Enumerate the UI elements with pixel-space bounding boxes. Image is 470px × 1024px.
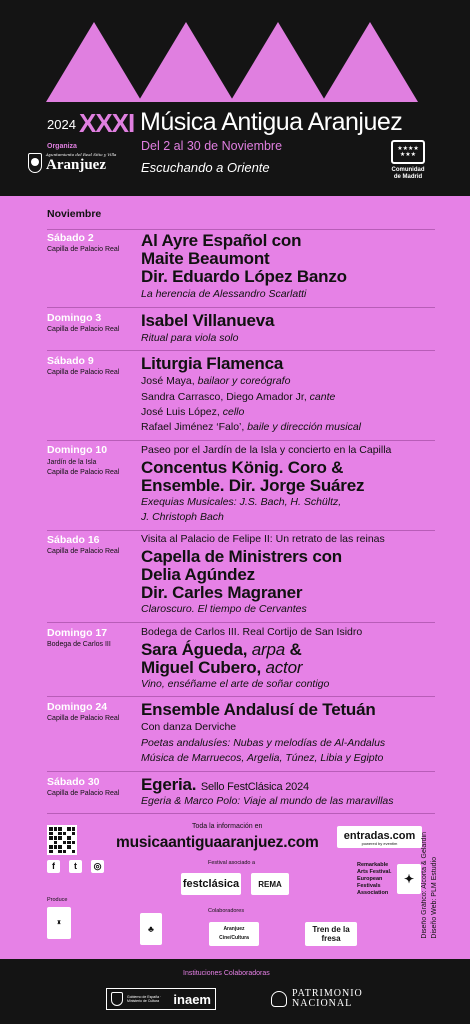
event-title: Dir. Carles Magraner xyxy=(141,583,303,602)
comunidad-madrid-text: Comunidad de Madrid xyxy=(391,167,425,180)
triangle-decoration xyxy=(322,22,418,102)
triangle-decoration xyxy=(46,22,142,102)
separator xyxy=(47,530,435,531)
festclasica-logo: festclásica xyxy=(181,873,241,895)
ayuntamiento-text: Ayuntamiento del Real Sitio y Villa xyxy=(46,152,117,157)
event-venue: Bodega de Carlos III xyxy=(47,641,111,648)
event-title: Dir. Eduardo López Banzo xyxy=(141,267,347,286)
remarkable-festival-text: Remarkable Arts Festival. European Festivals Association xyxy=(357,862,392,896)
event-performer: Sandra Carrasco, Diego Amador Jr, cante xyxy=(141,391,336,403)
event-venue: Jardín de la Isla xyxy=(47,459,97,466)
event-title: Ensemble. Dir. Jorge Suárez xyxy=(141,476,365,495)
event-day: Domingo 3 xyxy=(47,312,102,324)
event-program: Ritual para viola solo xyxy=(141,332,239,344)
event-day: Domingo 17 xyxy=(47,627,108,639)
event-day: Domingo 24 xyxy=(47,701,108,713)
event-program: J. Christoph Bach xyxy=(141,511,224,523)
event-title: Capella de Ministrers con xyxy=(141,547,342,566)
event-title: Liturgia Flamenca xyxy=(141,354,284,373)
separator xyxy=(47,771,435,772)
aranjuez-logo xyxy=(28,152,116,174)
producer-logo: ♜ xyxy=(47,907,71,939)
event-performer: José Luis López, cello xyxy=(141,406,245,418)
crown-icon xyxy=(271,991,287,1007)
patrimonio-nacional-logo: PATRIMONIO NACIONAL xyxy=(271,989,363,1009)
separator xyxy=(47,440,435,441)
colaboradores-label: Colaboradores xyxy=(208,908,245,914)
event-subtitle: Con danza Derviche xyxy=(141,721,237,733)
collaborator-logo: ♣ xyxy=(140,913,162,945)
event-pre: Paseo por el Jardín de la Isla y concierto en la Capilla xyxy=(141,444,392,456)
event-day: Sábado 2 xyxy=(47,232,94,244)
event-venue: Capilla de Palacio Real xyxy=(47,715,120,722)
event-title: Egeria. Sello FestClásica 2024 xyxy=(141,775,309,794)
event-program: Exequias Musicales: J.S. Bach, H. Schültz, xyxy=(141,496,342,508)
event-title: Delia Agúndez xyxy=(141,565,255,584)
event-title: Concentus König. Coro & xyxy=(141,458,344,477)
event-title: Isabel Villanueva xyxy=(141,311,275,330)
separator xyxy=(47,622,435,623)
event-pre: Bodega de Carlos III. Real Cortijo de San Isidro xyxy=(141,626,363,638)
gov-text: Gobierno de España · Ministerio de Cultura xyxy=(127,995,162,1003)
inaem-logo: inaem xyxy=(173,991,211,1007)
event-venue: Capilla de Palacio Real xyxy=(47,469,120,476)
aranjuez-text: Aranjuez xyxy=(46,157,106,173)
instagram-icon[interactable]: ◎ xyxy=(91,860,104,873)
event-venue: Capilla de Palacio Real xyxy=(47,548,120,555)
event-venue: Capilla de Palacio Real xyxy=(47,369,120,376)
festival-title: Música Antigua Aranjuez xyxy=(140,108,403,136)
event-title: Miguel Cubero, actor xyxy=(141,658,303,677)
ministerio-logo xyxy=(106,988,216,1010)
tren-fresa-logo: Tren de la fresa xyxy=(305,922,357,946)
event-program: Música de Marruecos, Argelia, Túnez, Libia y Egipto xyxy=(141,752,384,764)
event-day: Sábado 9 xyxy=(47,355,94,367)
aranjuez-cine-logo: Aranjuez Cine/Cultura xyxy=(209,922,259,946)
event-day: Domingo 10 xyxy=(47,444,108,456)
separator xyxy=(47,696,435,697)
festival-asociado-label: Festival asociado a xyxy=(208,860,256,866)
event-program: Egeria & Marco Polo: Viaje al mundo de las maravillas xyxy=(141,795,394,807)
event-program: Poetas andalusíes: Nubas y melodías de Al-Andalus xyxy=(141,737,386,749)
event-title: Ensemble Andalusí de Tetuán xyxy=(141,700,376,719)
event-title: Al Ayre Español con xyxy=(141,231,302,250)
header xyxy=(0,0,470,196)
credits: Diseño Gráfico: Alcorta & Gelardin Diseño Web: PLM Estudio xyxy=(421,832,438,939)
triangle-decoration xyxy=(230,22,326,102)
event-program: La herencia de Alessandro Scarlatti xyxy=(141,288,307,300)
event-venue: Capilla de Palacio Real xyxy=(47,326,120,333)
edition-number: XXXI xyxy=(79,108,135,138)
qr-code[interactable] xyxy=(47,825,77,855)
entradas-logo[interactable]: entradas.com powered by eventim xyxy=(337,826,422,848)
event-pre: Visita al Palacio de Felipe II: Un retrato de las reinas xyxy=(141,533,385,545)
produce-label: Produce xyxy=(47,897,68,903)
comunidad-madrid-logo xyxy=(388,140,428,181)
instituciones-label: Instituciones Colaboradoras xyxy=(183,970,270,977)
efa-logo: ✦ xyxy=(397,864,421,894)
event-performer: Rafael Jiménez ‘Falo’, baile y dirección musical xyxy=(141,421,362,433)
event-venue: Capilla de Palacio Real xyxy=(47,246,120,253)
separator xyxy=(47,307,435,308)
separator xyxy=(47,813,435,814)
event-title: Maite Beaumont xyxy=(141,249,270,268)
month-heading: Noviembre xyxy=(47,208,102,220)
festival-year: 2024 xyxy=(47,117,76,132)
triangle-decoration xyxy=(138,22,234,102)
website-link[interactable]: musicaantiguaaranjuez.com xyxy=(116,834,319,851)
stars-icon: ★★★★ ★★★ xyxy=(397,146,419,158)
organiza-label: Organiza xyxy=(47,143,77,150)
event-title: Sara Águeda, arpa & xyxy=(141,640,302,659)
info-label: Toda la información en xyxy=(192,823,263,830)
event-program: Claroscuro. El tiempo de Cervantes xyxy=(141,603,307,615)
separator xyxy=(47,229,435,230)
event-day: Sábado 16 xyxy=(47,534,100,546)
footer xyxy=(0,959,470,1024)
crest-icon xyxy=(28,153,42,173)
event-day: Sábado 30 xyxy=(47,776,100,788)
event-venue: Capilla de Palacio Real xyxy=(47,790,120,797)
rema-logo: REMA xyxy=(251,873,289,895)
shield-icon xyxy=(111,992,123,1006)
event-program: Vino, enséñame el arte de soñar contigo xyxy=(141,678,330,690)
festival-dates: Del 2 al 30 de Noviembre xyxy=(141,139,283,153)
festival-subtitle: Escuchando a Oriente xyxy=(141,160,270,175)
event-performer: José Maya, bailaor y coreógrafo xyxy=(141,375,291,387)
facebook-icon[interactable]: f xyxy=(47,860,60,873)
separator xyxy=(47,350,435,351)
twitter-icon[interactable]: t xyxy=(69,860,82,873)
